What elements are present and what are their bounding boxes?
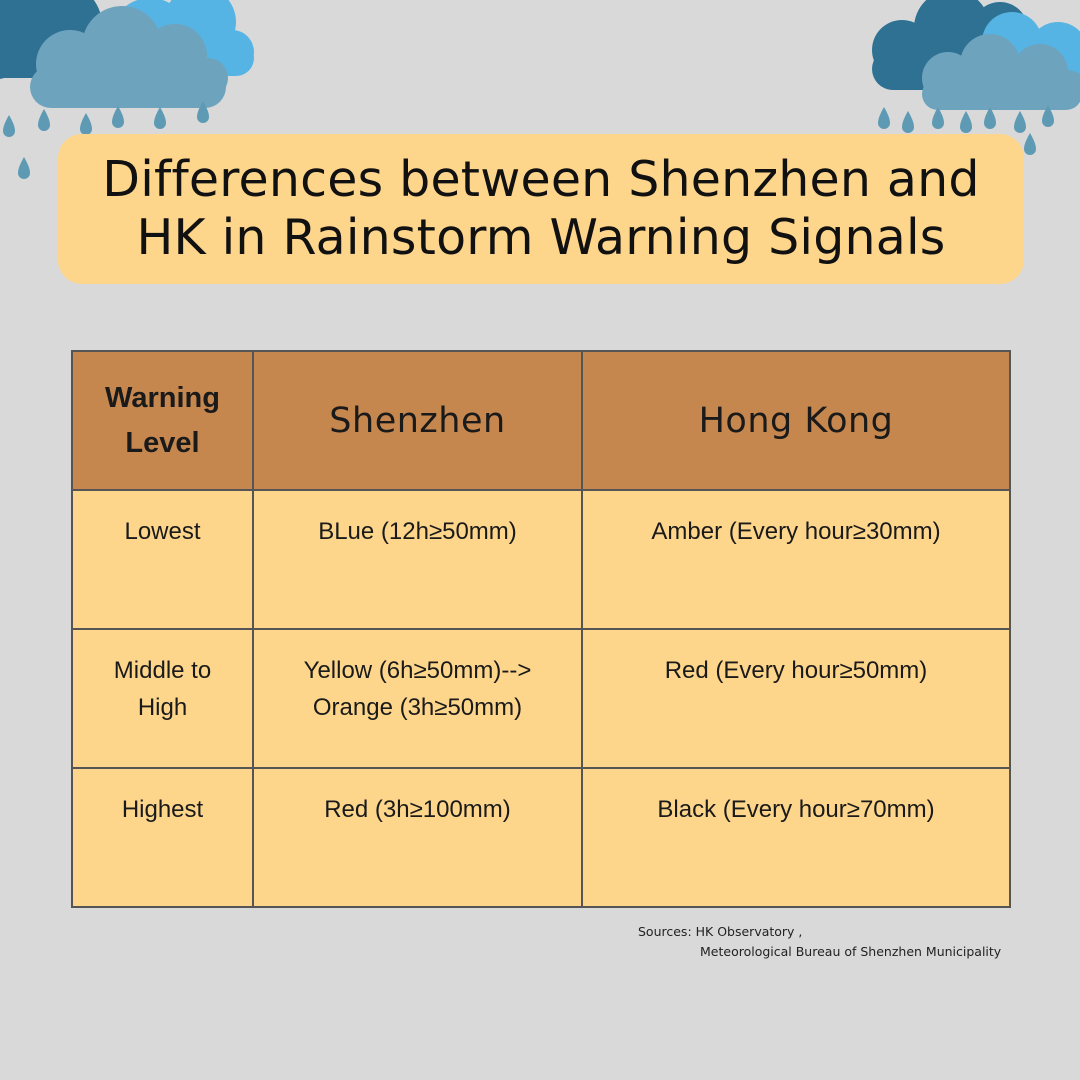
cell-shenzhen [253,768,582,907]
cell-hong-kong [582,629,1010,768]
table-row [72,629,1010,768]
cell-level-text: Middle to [113,657,212,684]
warning-comparison-table [71,350,1011,908]
table-header-row [72,351,1010,490]
sources-line-2: Meteorological Bureau of Shenzhen Municipality [700,944,1002,959]
cell-level-text: Highest [121,796,204,823]
cell-shenzhen-text: BLue (12h≥50mm) [318,518,517,545]
cell-hong-kong-text: Red (Every hour≥50mm) [664,657,928,684]
cell-hong-kong [582,768,1010,907]
title-banner [58,134,1024,284]
page-title-line-2: HK in Rainstorm Warning Signals [136,209,946,266]
header-warning-level-line-1: Warning [105,381,220,414]
cell-shenzhen-text: Red (3h≥100mm) [324,796,511,823]
cell-hong-kong-text: Black (Every hour≥70mm) [657,796,935,823]
cell-hong-kong [582,490,1010,629]
cell-level [72,768,253,907]
cell-hong-kong-text: Amber (Every hour≥30mm) [651,518,941,545]
cell-level [72,490,253,629]
header-warning-level [72,351,253,490]
cell-shenzhen-text: Orange (3h≥50mm) [312,694,523,721]
sources-note [638,922,1001,962]
sources-line-1: Sources: HK Observatory , [638,924,803,939]
rain-cloud-icon-right [872,0,1080,155]
page-title-line-1: Differences between Shenzhen and [102,151,980,208]
cell-level-text: Lowest [124,518,201,545]
header-warning-level-line-2: Level [125,426,200,459]
header-shenzhen: Shenzhen [253,351,582,490]
cell-shenzhen-text: Yellow (6h≥50mm)--> [303,657,532,684]
header-hong-kong: Hong Kong [582,351,1010,490]
cell-level [72,629,253,768]
cell-shenzhen [253,490,582,629]
table-row [72,490,1010,629]
cell-level-text: High [137,694,188,721]
table-row [72,768,1010,907]
cell-shenzhen [253,629,582,768]
